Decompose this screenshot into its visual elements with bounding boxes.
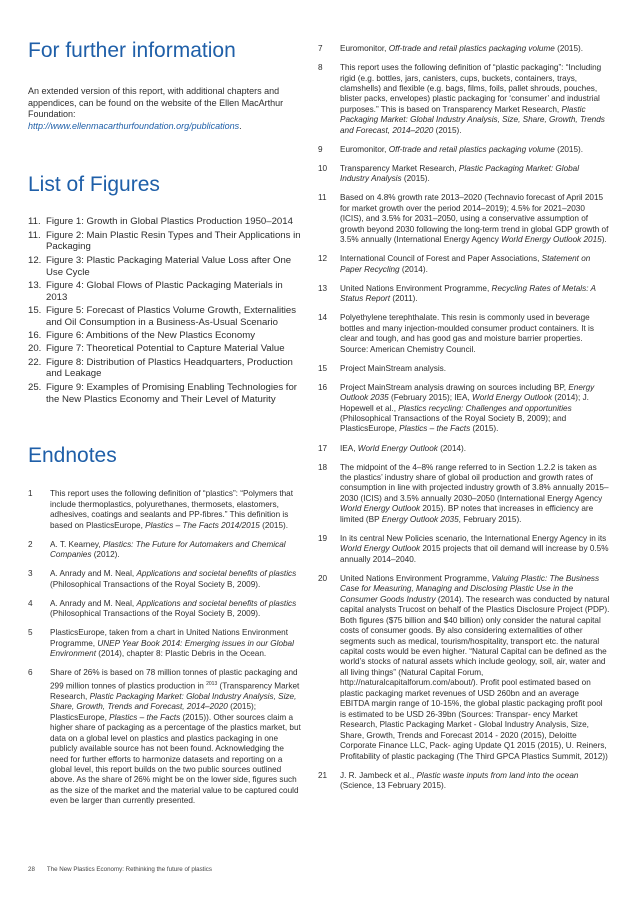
endnote-2: 2 A. T. Kearney, Plastics: The Future for Automakers and Chemical Companies (2012). (28, 539, 286, 560)
figure-item-4[interactable]: 13. Figure 4: Global Flows of Plastic Packaging Materials in 2013 (28, 279, 283, 303)
endnote-15: 15 Project MainStream analysis. (318, 363, 447, 373)
endnotes-heading: Endnotes (28, 444, 117, 468)
endnote-21: 21 J. R. Jambeck et al., Plastic waste inputs from land into the ocean (Science, 13 February 2015). (318, 770, 579, 791)
page-number: 28 (28, 866, 35, 873)
endnote-14: 14 Polyethylene terephthalate. This resin is commonly used in beverage bottles and many injection-moulded consumer product containers. It is clear and tough, and has good gas and moisture barrier properties. Source: American Chemistry Council. (318, 313, 594, 354)
endnote-3: 3 A. Anrady and M. Neal, Applications and societal benefits of plastics (Philosophical Transactions of the Royal Society B, 2009). (28, 569, 297, 589)
figure-item-7[interactable]: 20. Figure 7: Theoretical Potential to Capture Material Value (28, 343, 285, 355)
endnotes-list-right (318, 44, 610, 792)
list-of-figures-heading: List of Figures (28, 173, 160, 197)
endnote-9: 9 Euromonitor, Off-trade and retail plastics packaging volume (2015). (318, 144, 584, 154)
endnotes-list-left (28, 489, 304, 806)
endnote-18: 18 The midpoint of the 4–8% range referred to in Section 1.2.2 is taken as the plastics’ industry share of global oil production and growth rates of consumption in line with projected industry growth of 3.8% annually 2015–2030 (ICIS) and 3.5% annually 2030–2050 (International Energy Agency World Energy Outlook 2015). BP notes that increases in efficiency are limited (BP Energy Outlook 2035, February 2015). (318, 462, 609, 524)
endnote-5: 5 PlasticsEurope, taken from a chart in United Nations Environment Programme, UNEP Year Book 2014: Emerging issues in our Global Environment (2014), chapter 8: Plastic Debris in the Ocean. (28, 628, 294, 659)
publications-link[interactable]: http://www.ellenmacarthurfoundation.org/publications (28, 120, 240, 131)
figure-item-1[interactable]: 11. Figure 1: Growth in Global Plastics Production 1950–2014 (28, 216, 293, 228)
further-info-text: An extended version of this report, with additional chapters and appendices, can be found on the website of the Ellen MacArthur Foundation: http://www.ellenmacarthurfoundation.org/publications. (28, 86, 284, 131)
figures-list (28, 216, 304, 405)
endnote-16: 16 Project MainStream analysis drawing on sources including BP, Energy Outlook 2035 (February 2015); IEA, World Energy Outlook (2014); J. Hopewell et al., Plastics recycling: Challenges and opportunities (Philosophical Transactions of the Royal Society B, 2009); and PlasticsEurope, Plastics – the Facts (2015). (318, 382, 595, 434)
endnote-8: 8 This report uses the following definition of “plastic packaging”: “Including rigid (e.g. bottles, jars, canisters, cups, buckets, containers, trays, clamshells) and flexible (e.g. bags, films, foils, pallet shrouds, pouches, blister packs, envelopes) plastic packaging for ‘consumer’ and industrial purposes.” This is based on Transparency Market Research, Plastic Packaging Market: Global Industry Analysis, Size, Share, Growth, Trends and Forecast, 2014–2020 (2015). (318, 63, 605, 135)
endnote-20: 20 United Nations Environment Programme, Valuing Plastic: The Business Case for Measuring, Managing and Disclosing Plastic Use in the Consumer Goods Industry (2014). The research was conducted by natural capital analysts Trucost on behalf of the Plastics Disclosure Project (PDP). Both figures ($75 billion and $40 billion) only consider the natural capital costs of consumer goods. By also considering externalities of other segments such as medical, tourism/hospitality, transport etc. the natural capital costs would be even higher. “Natural Capital can be defined as the world’s stocks of natural assets which include geology, soil, air, water and all living things” (Natural Capital Forum, http://naturalcapitalforum.com/about/). Profit pool estimated based on plastic packaging market revenues of USD 260bn and an average EBITDA margin range of 10-15%, the global plastic packaging profit pool is estimated to be USD 26-39bn (Sources: Transpar- ency Market Research, Plastic Packaging Market - Global Industry Analysis, Size, Share, Growth, Trends and Forecast 2014 - 2020 (2015), Deloitte Corporate Finance LLC, Pack- aging Update Q1 2015 (2015), U. Reiners, Profitability of plastic packaging (The Third GPCA Plastics Summit, 2012)) (318, 573, 610, 761)
footer-title: The New Plastics Economy: Rethinking the future of plastics (46, 866, 212, 873)
endnote-19: 19 In its central New Policies scenario, the International Energy Agency in its World Energy Outlook 2015 projects that oil demand will increase by 0.5% annually 2014–2040. (318, 533, 609, 564)
figure-item-9[interactable]: 25. Figure 9: Examples of Promising Enabling Technologies for the New Plastics Economy and Their Level of Maturity (28, 381, 297, 405)
endnote-12: 12 International Council of Forest and Paper Associations, Statement on Paper Recycling (2014). (318, 254, 591, 274)
endnote-11: 11 Based on 4.8% growth rate 2013–2020 (Technavio forecast of April 2015 for market growth over the period 2014–2019); 4.5% for 2021–2030 (ICIS), and 3.5% for 2031–2050, using a conservative assumption of growth beyond 2030 following the long-term trend in global GDP growth of 3.5% annually (International Energy Agency World Energy Outlook 2015). (318, 193, 609, 245)
figure-item-3[interactable]: 12. Figure 3: Plastic Packaging Material Value Loss after One Use Cycle (28, 254, 292, 278)
figure-item-8[interactable]: 22. Figure 8: Distribution of Plastics Headquarters, Production and Leakage (28, 356, 293, 380)
right-column (318, 44, 610, 800)
endnote-4: 4 A. Anrady and M. Neal, Applications and societal benefits of plastics (Philosophical Transactions of the Royal Society B, 2009). (28, 598, 297, 619)
endnote-7: 7 Euromonitor, Off-trade and retail plastics packaging volume (2015). (318, 44, 584, 53)
figure-item-6[interactable]: 16. Figure 6: Ambitions of the New Plastics Economy (28, 330, 256, 342)
endnote-1: 1 This report uses the following definition of “plastics”: “Polymers that include thermoplastics, polyurethanes, thermosets, elastomers, adhesives, coatings and sealants and PP-fibres.” This definition is based on PlasticsEurope, Plastics – The Facts 2014/2015 (2015). (28, 489, 293, 530)
endnote-13: 13 United Nations Environment Programme, Recycling Rates of Metals: A Status Report (2011). (318, 283, 596, 304)
page-footer (28, 866, 212, 873)
figure-item-5[interactable]: 15. Figure 5: Forecast of Plastics Volume Growth, Externalities and Oil Consumption in a Business-As-Usual Scenario (28, 304, 297, 328)
endnote-10: 10 Transparency Market Research, Plastic Packaging Market: Global Industry Analysis (2015). (318, 163, 580, 184)
figure-item-2[interactable]: 11. Figure 2: Main Plastic Resin Types and Their Applications in Packaging (28, 229, 301, 253)
left-column (28, 38, 304, 815)
further-info-heading: For further information (28, 39, 236, 62)
endnote-6: 6 Share of 26% is based on 78 million tonnes of plastic packaging and 299 million tonnes of plastics production in $^{2013}$ (Transparency Market Research, Plastic Packaging Market: Global Industry Analysis, Size, Share, Growth, Trends and Forecast, 2014–2020 (2015); PlasticsEurope, Plastics – the Facts (2015)). Other sources claim a higher share of packaging as a percentage of the plastics market, but data on a global level on plastics and plastics packaging in one publicly available source has not been found. Acknowledging the need for further efforts to harmonize datasets and reporting on a global level, this report builds on the two public sources outlined above. As the share of 26% might be on the lower side, figures such as the size of the market and the material value to be captured could even be larger than currently presented. (28, 668, 301, 806)
endnote-17: 17 IEA, World Energy Outlook (2014). (318, 443, 467, 453)
